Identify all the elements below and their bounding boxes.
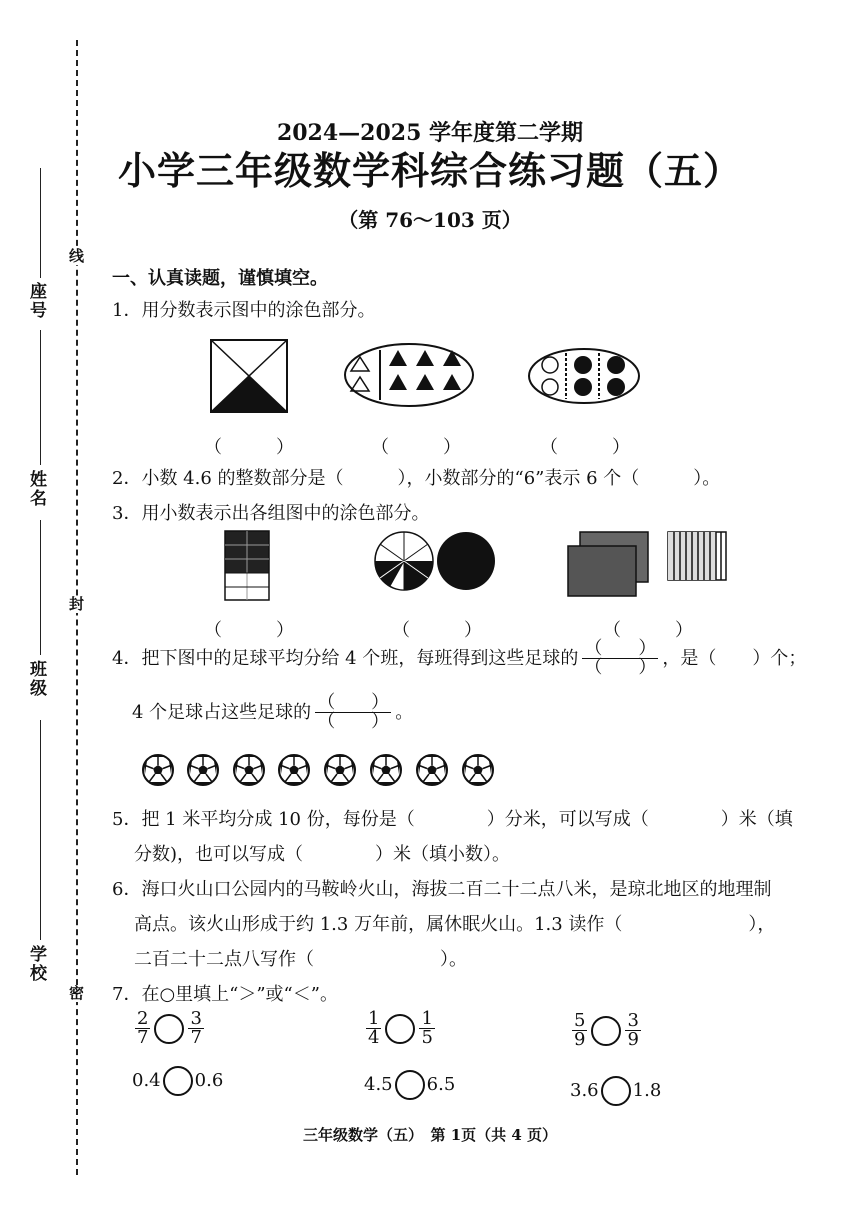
q4-frac2-den[interactable]: （ ） (317, 711, 390, 732)
frac-num: 5 (574, 1010, 586, 1031)
frac-den: 5 (421, 1027, 433, 1048)
compare-circle[interactable] (385, 1014, 415, 1044)
frac-num: 2 (137, 1008, 149, 1029)
soccer-ball (234, 755, 264, 785)
school-underline (40, 720, 41, 940)
q4-frac2-num[interactable]: （ ） (317, 692, 390, 713)
decimal-right: 0.6 (194, 1070, 224, 1091)
frac-den: 7 (137, 1027, 149, 1048)
soccer-ball (143, 755, 173, 785)
name-label: 姓名 (26, 470, 46, 508)
frac-num: 3 (190, 1008, 202, 1029)
seat-label: 座号 (26, 282, 46, 320)
decimal-right: 6.5 (426, 1074, 456, 1095)
frac-den: 9 (627, 1029, 639, 1050)
side-mark-secret: 密 (67, 985, 85, 1002)
compare-circle[interactable] (591, 1016, 621, 1046)
decimal-left: 3.6 (570, 1080, 599, 1101)
compare-circle[interactable] (163, 1066, 193, 1096)
soccer-ball (325, 755, 355, 785)
soccer-ball (463, 755, 493, 785)
q7-compare-6 (570, 1076, 661, 1106)
soccer-ball (417, 755, 447, 785)
term-heading: 2024—2025 学年度第二学期 (276, 120, 584, 146)
q4-text-c: 4 个足球占这些足球的 (132, 701, 312, 723)
frac-num: 1 (368, 1008, 380, 1029)
q4-fraction-2[interactable] (315, 694, 391, 731)
q4-frac1-den[interactable]: （ ） (584, 657, 657, 678)
frac-num: 3 (627, 1010, 639, 1031)
q4-fraction-1[interactable] (582, 640, 658, 677)
q3-grid-figure (224, 530, 272, 602)
page-range: （第 76～103 页） (338, 208, 522, 232)
q1-blank-3[interactable]: （ ） (540, 437, 630, 458)
q6-line-3: 二百二十二点八写作（ ）。 (134, 949, 467, 970)
q3-squares-figure (566, 530, 732, 600)
frac-num: 1 (421, 1008, 433, 1029)
compare-circle[interactable] (601, 1076, 631, 1106)
q4-text-a: 4．把下图中的足球平均分给 4 个班，每班得到这些足球的 (112, 647, 579, 669)
q4-line-1 (112, 640, 806, 677)
q3-pie-figure (373, 530, 497, 592)
q7-compare-5 (364, 1070, 455, 1100)
class-underline (40, 520, 41, 655)
decimal-left: 0.4 (132, 1070, 161, 1091)
q7-compare-3 (572, 1012, 641, 1049)
page-title: 小学三年级数学科综合练习题（五） (117, 148, 742, 193)
q6-line-2: 高点。该火山形成于约 1.3 万年前，属休眠火山。1.3 读作（ ）， (134, 914, 776, 935)
q1-text: 1．用分数表示图中的涂色部分。 (112, 300, 376, 321)
side-mark-line: 线 (67, 248, 85, 265)
q3-blank-2[interactable]: （ ） (392, 620, 482, 641)
soccer-ball (188, 755, 218, 785)
frac-den: 4 (368, 1027, 380, 1048)
side-mark-seal: 封 (67, 596, 85, 613)
q1-blank-2[interactable]: （ ） (371, 437, 461, 458)
q5-line-1: 5．把 1 米平均分成 10 份，每份是（ ）分米，可以写成（ ）米（填 (112, 809, 793, 830)
soccer-ball (371, 755, 401, 785)
decimal-left: 4.5 (364, 1074, 393, 1095)
q7-compare-2 (366, 1010, 435, 1047)
compare-circle[interactable] (154, 1014, 184, 1044)
decimal-right: 1.8 (632, 1080, 662, 1101)
compare-circle[interactable] (395, 1070, 425, 1100)
q4-text-b: ，是（ ）个； (662, 647, 807, 669)
q3-text: 3．用小数表示出各组图中的涂色部分。 (112, 503, 430, 524)
frac-den: 7 (190, 1027, 202, 1048)
section-heading: 一、认真读题，谨慎填空。 (112, 268, 328, 289)
soccer-balls-row (140, 752, 506, 788)
school-label: 学校 (26, 945, 46, 983)
q5-line-2: 分数)，也可以写成（ ）米（填小数）。 (134, 844, 511, 865)
q1-triangles-figure (342, 340, 476, 410)
q3-blank-3[interactable]: （ ） (603, 620, 693, 641)
q7-compare-4 (132, 1066, 223, 1096)
q4-frac1-num[interactable]: （ ） (584, 638, 657, 659)
q4-line-2 (132, 694, 413, 731)
class-label: 班级 (26, 660, 46, 698)
q4-text-d: 。 (395, 701, 414, 723)
q6-line-1: 6．海口火山口公园内的马鞍岭火山，海拔二百二十二点八米，是琼北地区的地理制 (112, 879, 772, 900)
name-underline (40, 330, 41, 465)
q1-circles-figure (526, 346, 642, 406)
q1-square-figure (205, 336, 295, 416)
page-footer: 三年级数学（五） 第 1页（共 4 页） (302, 1126, 558, 1144)
frac-den: 9 (574, 1029, 586, 1050)
soccer-ball (279, 755, 309, 785)
q7-compare-1 (135, 1010, 204, 1047)
q1-blank-1[interactable]: （ ） (204, 437, 294, 458)
q7-text: 7．在○里填上“＞”或“＜”。 (112, 984, 338, 1005)
q2-text: 2．小数 4.6 的整数部分是（ ），小数部分的“6”表示 6 个（ ）。 (112, 468, 721, 489)
q3-blank-1[interactable]: （ ） (204, 620, 294, 641)
